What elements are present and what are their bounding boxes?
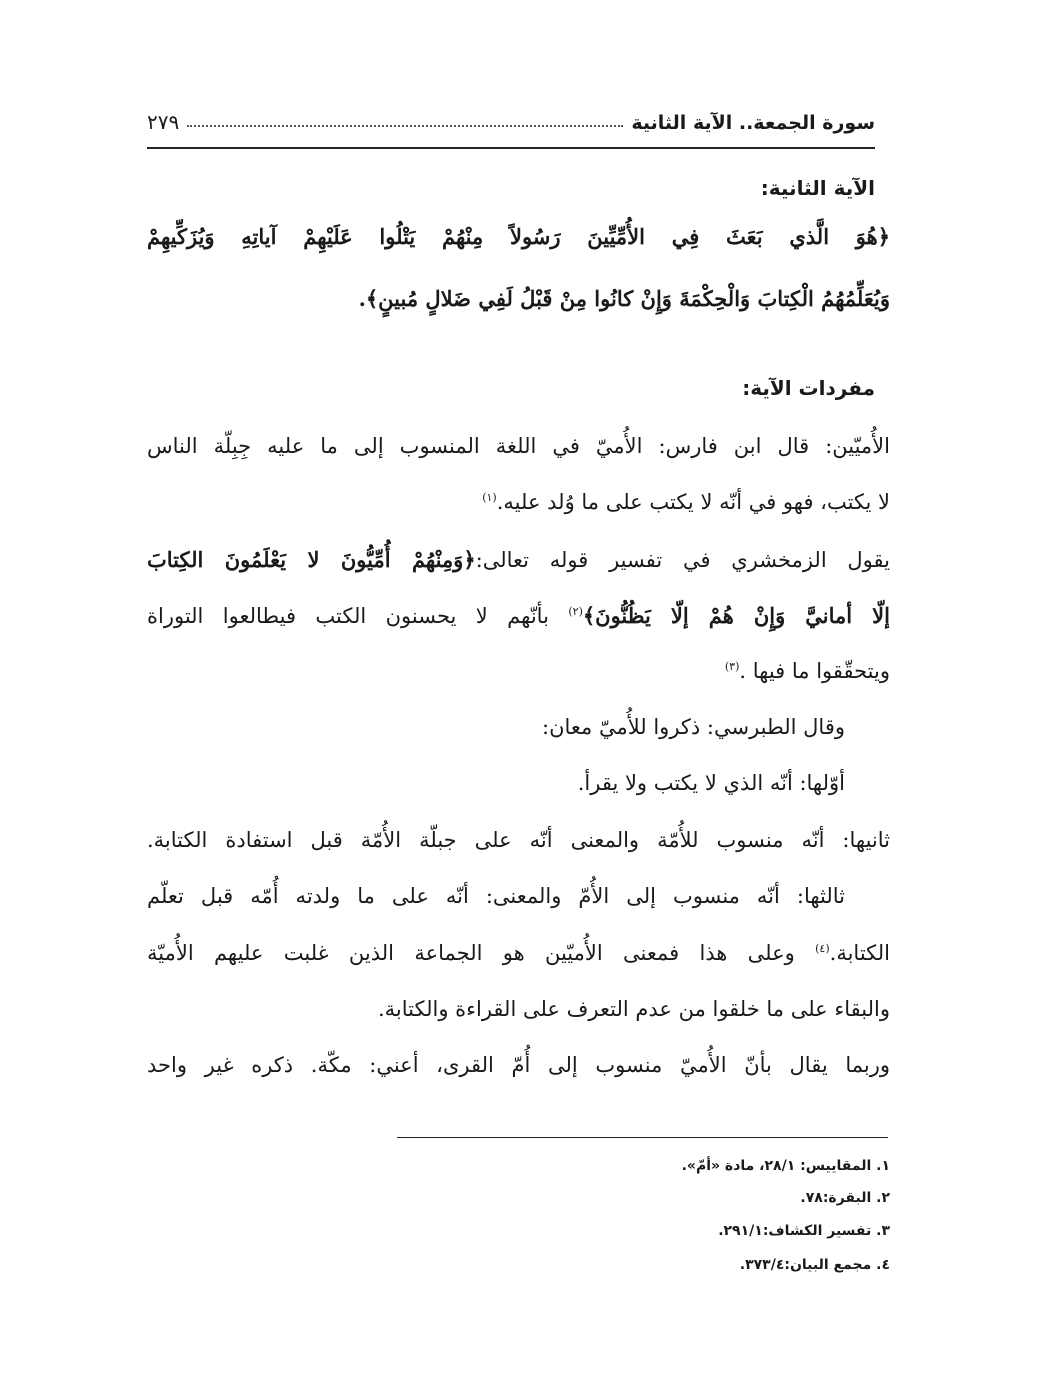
paragraph-6-text-2b: وعلى هذا فمعنى الأُميّين هو الجماعة الذين غلبت عليهم الأُميّة [147, 941, 816, 965]
footnote-ref-3: (٣) [724, 660, 740, 673]
paragraph-1-text-2: لا يكتب، فهو في أنّه لا يكتب على ما وُلد عليه. [496, 490, 890, 514]
paragraph-4: أوّلها: أنّه الذي لا يكتب ولا يقرأ. [577, 771, 845, 795]
footnote-4: ٤. مجمع البيان:٣٧٣/٤. [739, 1257, 890, 1273]
paragraph-2-text-3: ويتحقّقوا ما فيها . [739, 659, 890, 683]
header-dot-leader [187, 125, 623, 127]
paragraph-1-line-2 [482, 490, 890, 515]
paragraph-6-line-1: ثالثها: أنّه منسوب إلى الأُمّ والمعنى: أنّه على ما ولدته أُمّه قبل تعلّم [147, 884, 845, 908]
footnote-ref-4: (٤) [815, 942, 830, 955]
header-title: سورة الجمعة.. الآية الثانية [631, 112, 875, 134]
paragraph-5: ثانيها: أنّه منسوب للأُمّة والمعنى أنّه على جبلّة الأُمّة قبل استفادة الكتابة. [147, 828, 890, 852]
footnote-ref-2: (٢) [568, 605, 583, 618]
verse-line-2: وَيُعَلِّمُهُمُ الْكِتابَ وَالْحِكْمَةَ وَإِنْ كانُوا مِنْ قَبْلُ لَفِي ضَلالٍ مُبينٍ﴾. [358, 286, 890, 311]
paragraph-3: وقال الطبرسي: ذكروا للأُميّ معان: [542, 715, 845, 739]
paragraph-2-text-1: يقول الزمخشري في تفسير قوله تعالى: [475, 548, 890, 572]
quoted-verse-1: ﴿وَمِنْهُمْ أُمِّيُّونَ لا يَعْلَمُونَ الكِتابَ [147, 547, 476, 572]
paragraph-2-text-2: بأنّهم لا يحسنون الكتب فيطالعوا التوراة [147, 604, 569, 628]
vocabulary-title: مفردات الآية: [742, 376, 875, 400]
paragraph-2-line-1 [147, 547, 890, 573]
footnote-2: ٢. البقرة:٧٨. [800, 1190, 890, 1206]
paragraph-1-line-1 [147, 434, 890, 459]
paragraph-6-text-2a: الكتابة. [829, 941, 890, 965]
footnote-ref-1: (١) [482, 491, 497, 504]
paragraph-6-line-3: والبقاء على ما خلقوا من عدم التعرف على القراءة والكتابة. [377, 997, 890, 1021]
paragraph-2-line-2 [147, 603, 890, 629]
paragraph-1-text-1: الأُميّين: قال ابن فارس: الأُميّ في اللغة المنسوب إلى ما عليه جِبِلّة الناس [147, 434, 890, 458]
quoted-verse-2: إلّا أمانيَّ وَإِنْ هُمْ إلّا يَظُنُّونَ﴾ [582, 603, 890, 628]
page-number: ٢٧٩ [147, 110, 180, 134]
verse-line-1: ﴿هُوَ الَّذي بَعَثَ فِي الأُمِّيِّينَ رَسُولاً مِنْهُمْ يَتْلُوا عَلَيْهِمْ آياتِهِ وَيُزَكِّيهِمْ [147, 224, 890, 249]
footnote-rule [397, 1137, 888, 1138]
footnote-1: ١. المقاييس: ٢٨/١، مادة «أمّ». [681, 1158, 890, 1174]
header-rule [147, 147, 875, 149]
footnote-3: ٣. تفسير الكشاف:٢٩١/١. [718, 1223, 890, 1239]
paragraph-2-line-3 [725, 659, 890, 684]
paragraph-7: وربما يقال بأنّ الأُميّ منسوب إلى أُمّ القرى، أعني: مكّة. ذكره غير واحد [147, 1053, 890, 1077]
paragraph-6-line-2 [147, 941, 890, 966]
section-title: الآية الثانية: [760, 176, 875, 200]
running-header [147, 100, 875, 134]
